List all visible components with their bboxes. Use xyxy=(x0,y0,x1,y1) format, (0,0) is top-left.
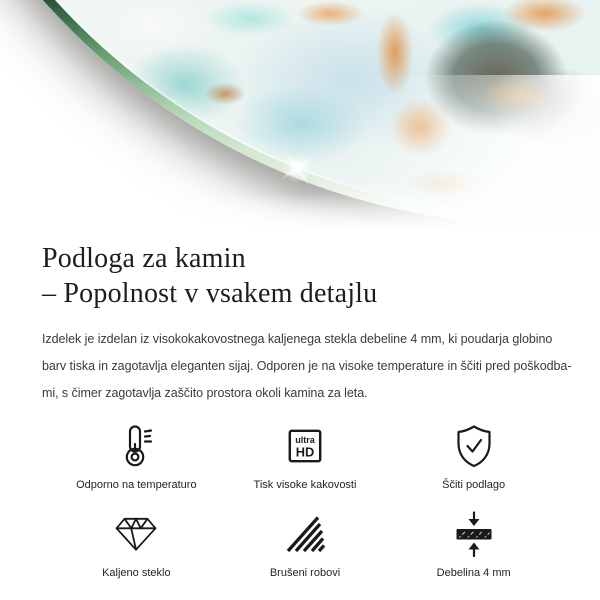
polished-edge-icon xyxy=(285,511,325,557)
feature-polished-edges xyxy=(221,511,390,579)
description-line: Izdelek je izdelan iz visokokakovostnega kaljenega stekla debeline 4 mm, ki poudarja globino xyxy=(42,332,553,346)
feature-label: Brušeni robovi xyxy=(269,567,341,579)
shield-check-icon xyxy=(454,423,494,469)
feature-label: Kaljeno steklo xyxy=(102,567,171,579)
description-line: barv tiska in zagotavlja eleganten sijaj. Odporen je na visoke temperature in ščiti pred poškodba- xyxy=(42,359,572,373)
product-hero-image xyxy=(0,0,600,235)
feature-label: Odporno na temperaturo xyxy=(76,479,197,491)
product-description xyxy=(42,326,572,407)
feature-label: Tisk visoke kakovosti xyxy=(253,479,357,491)
svg-text:HD: HD xyxy=(295,444,315,460)
feature-thickness xyxy=(389,511,558,579)
feature-tempered-glass xyxy=(52,511,221,579)
hero-fade-bottom xyxy=(0,193,600,235)
feature-protects xyxy=(389,423,558,491)
page-title-line1: Podloga za kamin xyxy=(42,243,246,274)
svg-text:ultra: ultra xyxy=(295,435,315,446)
page-title xyxy=(42,241,558,311)
thermometer-icon xyxy=(116,423,156,469)
feature-grid xyxy=(52,423,558,579)
page-title-line2: – Popolnost v vsakem detajlu xyxy=(42,278,378,309)
diamond-icon xyxy=(113,511,159,557)
ultra-hd-icon xyxy=(286,423,324,469)
thickness-icon xyxy=(454,511,494,557)
feature-label: Ščiti podlago xyxy=(442,479,506,491)
feature-label: Debelina 4 mm xyxy=(436,567,511,579)
description-line: mi, s čimer zagotavlja zaščito prostora okoli kamina za leta. xyxy=(42,386,368,400)
feature-temperature xyxy=(52,423,221,491)
feature-print-quality xyxy=(221,423,390,491)
